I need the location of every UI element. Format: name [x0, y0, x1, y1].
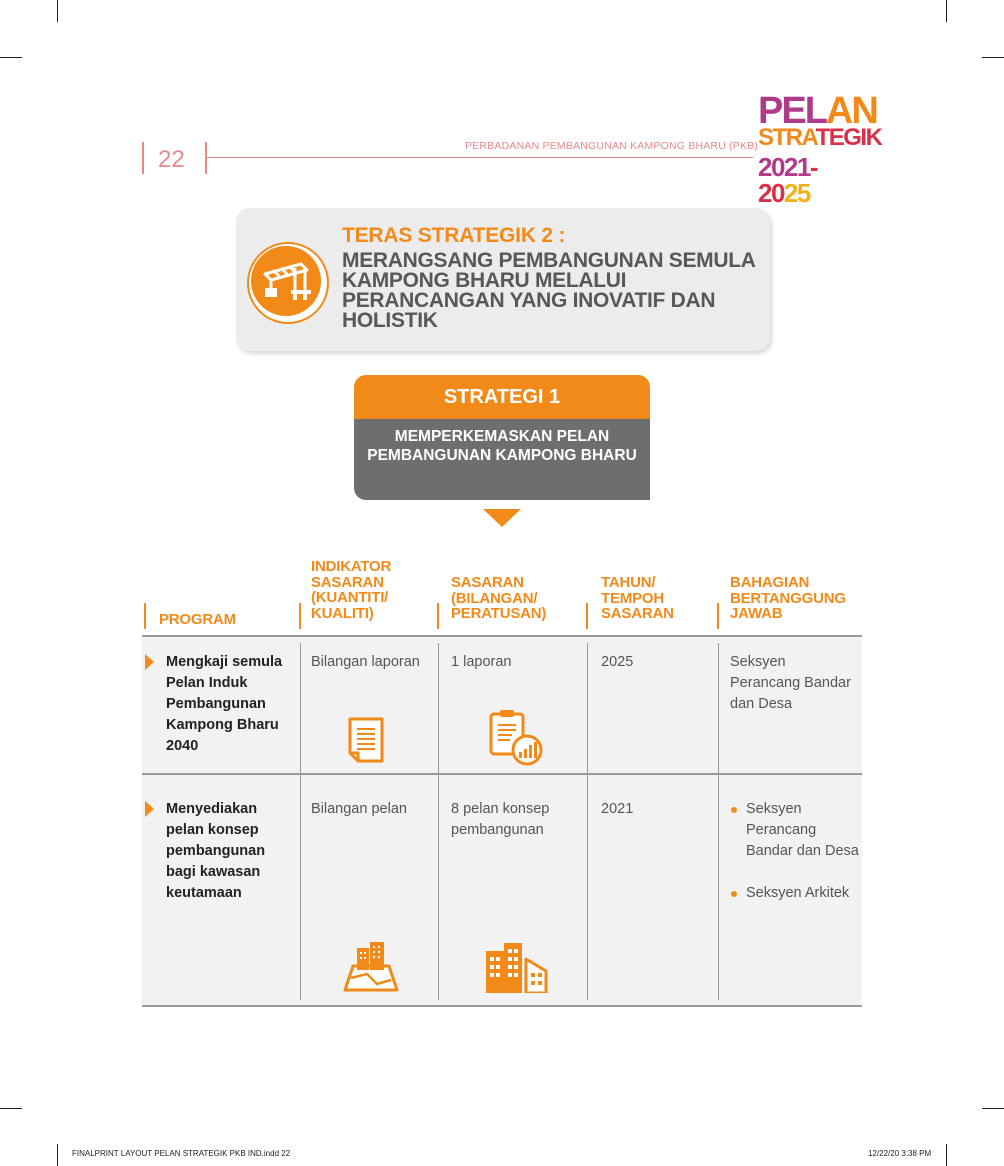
header-line	[207, 157, 753, 158]
header-separator	[717, 603, 719, 629]
crane-icon	[251, 246, 321, 316]
bahagian-item: Seksyen Perancang Bandar dan Desa	[746, 801, 859, 859]
organization-name: PERBADANAN PEMBANGUNAN KAMPONG BHARU (PKB)	[465, 140, 759, 152]
header-sasaran: SASARAN (BILANGAN/ PERATUSAN)	[451, 574, 547, 622]
header-bahagian: BAHAGIAN BERTANGGUNG JAWAB	[730, 574, 846, 622]
header-rule	[142, 142, 144, 174]
column-divider	[718, 643, 719, 1000]
pelan-strategik-logo: PELAN STRATEGIK 2021-2025	[758, 90, 882, 208]
header-separator	[586, 603, 588, 629]
footer-file-info: FINALPRINT LAYOUT PELAN STRATEGIK PKB IND.indd 22	[72, 1149, 291, 1158]
row-marker-icon	[145, 654, 154, 670]
table-rule	[142, 773, 862, 775]
header-tahun: TAHUN/ TEMPOH SASARAN	[601, 574, 674, 622]
table-rule	[142, 635, 862, 637]
list-item	[731, 799, 859, 862]
column-divider	[300, 643, 301, 1000]
header-program: PROGRAM	[159, 611, 236, 628]
teras-description: MERANGSANG PEMBANGUNAN SEMULA KAMPONG BHARU MELALUI PERANCANGAN YANG INOVATIF DAN HOLISTIK	[342, 249, 755, 332]
bahagian-item: Seksyen Arkitek	[746, 885, 850, 901]
tahun-cell: 2021	[601, 801, 634, 817]
report-chart-icon	[489, 708, 543, 766]
table-rule	[142, 1005, 862, 1007]
indikator-cell: Bilangan laporan	[311, 654, 420, 670]
down-arrow-icon	[483, 509, 521, 527]
tahun-cell: 2025	[601, 654, 634, 670]
header-rule	[205, 142, 207, 174]
list-item	[731, 883, 859, 904]
row-marker-icon	[145, 801, 154, 817]
strategi-title: STRATEGI 1	[443, 386, 561, 408]
crop-mark	[946, 0, 947, 22]
document-icon	[348, 717, 384, 763]
bullet-icon	[731, 891, 737, 897]
footer-timestamp: 12/22/20 3:38 PM	[868, 1149, 932, 1158]
header-indikator: INDIKATOR SASARAN (KUANTITI/ KUALITI)	[311, 558, 392, 622]
crop-mark	[57, 0, 58, 22]
sasaran-cell: 8 pelan konsep pembangunan	[451, 801, 550, 838]
crop-mark	[0, 57, 22, 58]
program-cell: Menyediakan pelan konsep pembangunan bagi kawasan keutamaan	[166, 801, 266, 901]
bahagian-list	[731, 799, 859, 904]
sasaran-cell: 1 laporan	[451, 654, 512, 670]
bahagian-cell: Seksyen Perancang Bandar dan Desa	[730, 654, 851, 712]
crop-mark	[982, 1108, 1004, 1109]
crop-mark	[982, 57, 1004, 58]
column-divider	[587, 643, 588, 1000]
buildings-icon	[484, 941, 548, 993]
strategi-description: MEMPERKEMASKAN PELAN PEMBANGUNAN KAMPONG BHARU	[367, 428, 637, 464]
city-map-icon	[343, 940, 399, 992]
crop-mark	[0, 1108, 22, 1109]
column-divider	[438, 643, 439, 1000]
page-number: 22	[158, 146, 185, 173]
crop-mark	[946, 1144, 947, 1166]
teras-title: TERAS STRATEGIK 2 :	[342, 224, 566, 247]
header-separator	[144, 603, 146, 629]
program-cell: Mengkaji semula Pelan Induk Pembangunan Kampong Bharu 2040	[166, 654, 283, 754]
crop-mark	[57, 1144, 58, 1166]
header-separator	[437, 603, 439, 629]
header-separator	[299, 603, 301, 629]
bullet-icon	[731, 807, 737, 813]
indikator-cell: Bilangan pelan	[311, 801, 407, 817]
